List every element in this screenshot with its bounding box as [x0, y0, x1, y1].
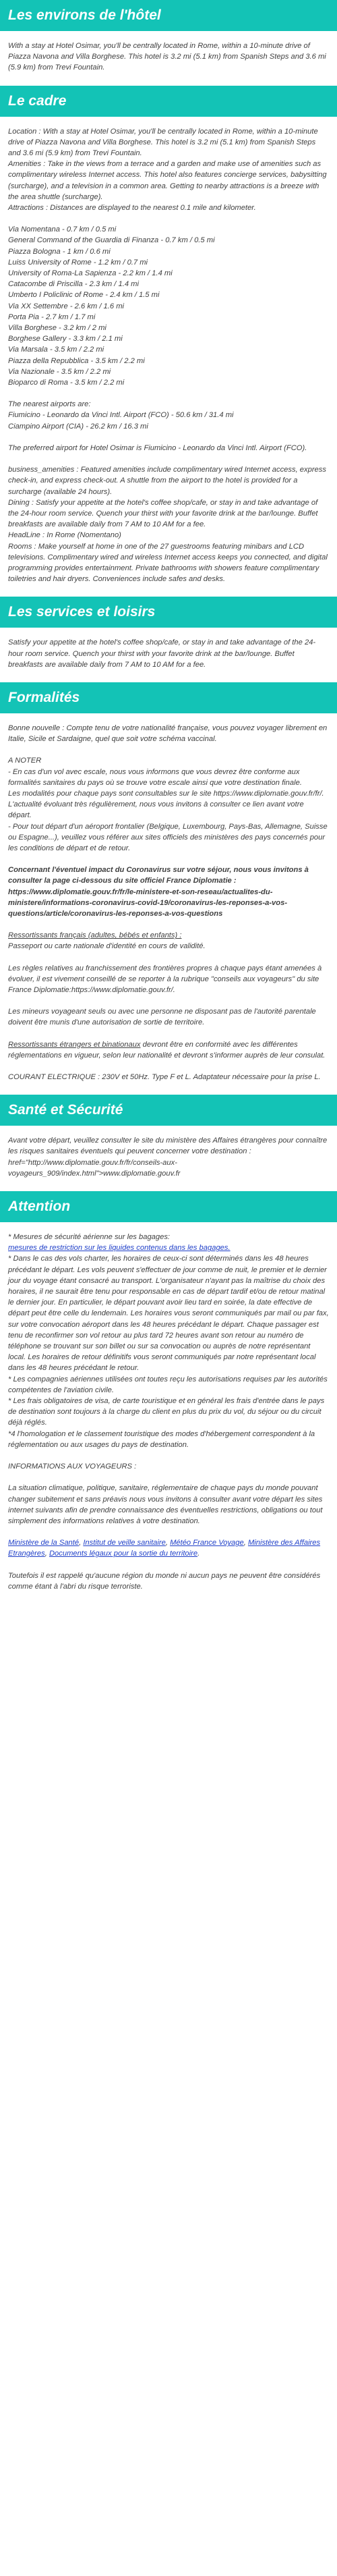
list-item: Catacombe di Priscilla - 2.3 km / 1.4 mi — [8, 280, 139, 289]
services-section — [0, 597, 337, 682]
distance-list — [8, 224, 329, 388]
bullet-airlines: * Les compagnies aériennes utilisées ont toutes reçu les autorisations requises par les autorités compétentes de l'aviation civile. — [8, 1375, 328, 1394]
etrangers-block — [8, 1039, 329, 1061]
environs-section — [0, 0, 337, 86]
dining-text: Dining : Satisfy your appetite at the hotel's coffee shop/cafe, or stay in and take advantage of the 24-hour room service. Quench your thirst with your favorite drink at the bar/lounge. Buffet breakfasts are available daily from 7 AM to 10 AM for a fee. — [8, 498, 318, 529]
list-item: Villa Borghese - 3.2 km / 2 mi — [8, 324, 106, 333]
sante-text: Avant votre départ, veuillez consulter le site du ministère des Affaires étrangères pour connaître les risques sanitaires éventuels qui peuvent concerner votre destination : href="http://www.diplomatie.gouv.fr/fr/conseils-aux-voyageurs_909/index.html">www.diplomatie.gouv.fr — [8, 1136, 328, 1178]
anoter-line: Les modalités pour chaque pays sont consultables sur le site https://www.diplomatie.gouv.fr/fr/. L'actualité évoluant très régulièrement, nous vous invitons à consulter ce lien avant votre départ. — [8, 789, 324, 820]
cadre-intro — [8, 126, 329, 214]
sante-title: Santé et Sécurité — [0, 1095, 337, 1126]
sante-section — [0, 1095, 337, 1191]
cadre-location: Location : With a stay at Hotel Osimar, you'll be centrally located in Rome, within a 10-minute drive of Piazza Navona and Villa Borghese. This hotel is 3.2 mi (5.1 km) from Spanish Steps and 3.6 mi (5.9 km) from Trevi Fountain. — [8, 127, 318, 158]
list-item: Via XX Settembre - 2.6 km / 1.6 mi — [8, 302, 125, 310]
list-item: Bioparco di Roma - 3.5 km / 2.2 mi — [8, 379, 125, 387]
ressortissants-block — [8, 930, 329, 952]
etrangers-label: Ressortissants étrangers et binationaux — [8, 1040, 141, 1049]
list-item: Fiumicino - Leonardo da Vinci Intl. Airport (FCO) - 50.6 km / 31.4 mi — [8, 411, 234, 420]
airports-heading: The nearest airports are: — [8, 400, 91, 409]
closing-text: Toutefois il est rappelé qu'aucune région du monde ni aucun pays ne peuvent être considérés comme étant à l'abri du risque terroriste. — [8, 1571, 321, 1591]
attention-bullets — [8, 1232, 329, 1450]
ressortissants-text: Passeport ou carte nationale d'identité en cours de validité. — [8, 942, 206, 951]
infos-heading: INFORMATIONS AUX VOYAGEURS : — [8, 1462, 137, 1471]
coronavirus-notice: Concernant l'éventuel impact du Coronavirus sur votre séjour, nous vous invitons à consulter la page ci-dessous du site officiel France Diplomatie : https://www.diplomatie.gouv.fr/fr/le-ministere-et-son-reseau/actualites-du-ministere/informations-coronavirus-covid-19/coronavirus-les-reponses-a-vos-questions/article/coronavirus-les-reponses-a-vos-questions — [8, 866, 309, 918]
list-item: Umberto I Policlinic of Rome - 2.4 km / 1.5 mi — [8, 291, 160, 300]
attention-section — [0, 1191, 337, 1604]
link-documents-legaux[interactable]: Documents légaux pour la sortie du territoire — [49, 1550, 198, 1558]
bullet-classification: *4 l'homologation et le classement touristique des modes d'hébergement correspondent à la réglementation ou aux usages du pays de destination. — [8, 1429, 315, 1449]
list-item: Ciampino Airport (CIA) - 26.2 km / 16.3 mi — [8, 422, 148, 431]
list-item: Luiss University of Rome - 1.2 km / 0.7 mi — [8, 258, 148, 267]
anoter-line: - En cas d'un vol avec escale, nous vous informons que vous devrez être conforme aux formalités sanitaires du pays où se trouve votre escale ainsi que votre destination finale. — [8, 767, 302, 787]
link-meteo-france[interactable]: Météo France Voyage — [170, 1539, 244, 1547]
rooms-text: Rooms : Make yourself at home in one of the 27 guestrooms featuring minibars and LCD televisions. Complimentary wired and wireless Internet access keeps you connected, and digital programming provides entertainment. Private bathrooms with showers feature complimentary toiletries and hair dryers. Conveniences include safes and desks. — [8, 542, 328, 584]
formalites-title: Formalités — [0, 682, 337, 713]
list-item: University of Roma-La Sapienza - 2.2 km / 1.4 mi — [8, 269, 173, 278]
cadre-amenities: Amenities : Take in the views from a terrace and a garden and make use of amenities such as complimentary wireless Internet access. This hotel also features concierge services, babysitting (surcharge), and a television in a common area. Getting to nearby attractions is a breeze with the area shuttle (surcharge). — [8, 160, 327, 201]
courant-electrique: COURANT ELECTRIQUE : 230V et 50Hz. Type F et L. Adaptateur nécessaire pour la prise L. — [8, 1073, 321, 1082]
list-item: Porta Pia - 2.7 km / 1.7 mi — [8, 312, 96, 321]
infos-text: La situation climatique, politique, sanitaire, réglementaire de chaque pays du monde pouvant changer subitement et sans préavis nous vous invitons à consulter avant votre départ les sites internet suivants afin de prendre connaissance des éventuelles restrictions, obligations ou tout simplement des informations relatives à votre destination. — [8, 1484, 323, 1525]
list-item: Via Marsala - 3.5 km / 2.2 mi — [8, 346, 104, 354]
airports-list — [8, 399, 329, 432]
list-item: Piazza della Repubblica - 3.5 km / 2.2 mi — [8, 356, 145, 365]
services-text: Satisfy your appetite at the hotel's coffee shop/cafe, or stay in and take advantage of the 24-hour room service. Quench your thirst with your favorite drink at the bar/lounge. Buffet breakfasts are available daily from 7 AM to 10 AM for a fee. — [8, 638, 316, 669]
anoter-heading: A NOTER — [8, 757, 42, 765]
list-item: Via Nomentana - 0.7 km / 0.5 mi — [8, 225, 117, 234]
environs-text: With a stay at Hotel Osimar, you'll be centrally located in Rome, within a 10-minute drive of Piazza Navona and Villa Borghese. This hotel is 3.2 mi (5.1 km) from Spanish Steps and 3.6 mi (5.9 km) from Trevi Fountain. — [8, 42, 326, 72]
bullet-charter: * Dans le cas des vols charter, les horaires de ceux-ci sont déterminés dans les 48 heures précédant le départ. Les vols peuvent s'effectuer de jour comme de nuit, le premier et le dernier jour du voyage étant consacré au transport. L'organisateur n'ayant pas la maîtrise du choix des horaires, il ne saurait être tenu pour responsable en cas de départ tardif et/ou de retour matinal le dernier jour. En particulier, le départ pouvant avoir lieu tard en soirée, la date effective de départ peut être celle du lendemain. Les horaires vous seront communiqués par mail ou par fax, sur votre convocation aéroport dans les 48 heures précédant le départ. Chaque passager est tenu de reconfirmer son vol retour au plus tard 72 heures avant son retour au numéro de téléphone se trouvant sur son billet ou sur sa convocation ou auprès de notre représentant local. Les horaires de retour définitifs vous seront communiqués par notre représentant local dans les 48 heures précédant le retour. — [8, 1255, 329, 1373]
cadre-attractions: Attractions : Distances are displayed to the nearest 0.1 mile and kilometer. — [8, 204, 256, 213]
regles-text: Les règles relatives au franchissement des frontières propres à chaque pays étant amenées à évoluer, il est vivement conseillé de se reporter à la rubrique "conseils aux voyageurs" du site France Diplomatie:https://www.diplomatie.gouv.fr/. — [8, 964, 322, 994]
etrangers-text: devront être en conformité avec les différentes réglementations en vigueur, selon leur nationalité et devront s'informer auprès de leur consulat. — [8, 1040, 326, 1060]
anoter-line: - Pour tout départ d'un aéroport frontalier (Belgique, Luxembourg, Pays-Bas, Allemagne, Suisse ou Espagne...), veuillez vous référer aux sites officiels des ministères des pays concernés pour les conditions de départ et de retour. — [8, 822, 328, 852]
preferred-airport: The preferred airport for Hotel Osimar is Fiumicino - Leonardo da Vinci Intl. Airport (FCO). — [8, 443, 307, 452]
formalites-section — [0, 682, 337, 1095]
list-item: Piazza Bologna - 1 km / 0.6 mi — [8, 247, 111, 256]
list-item: Via Nazionale - 3.5 km / 2.2 mi — [8, 367, 111, 376]
cadre-section — [0, 86, 337, 597]
headline-text: HeadLine : In Rome (Nomentano) — [8, 531, 121, 540]
environs-title: Les environs de l'hôtel — [0, 0, 337, 31]
attention-title: Attention — [0, 1191, 337, 1222]
bullet-baggage: * Mesures de sécurité aérienne sur les bagages: mesures de restriction sur les liquides contenus dans les bagages. — [8, 1233, 231, 1253]
mineurs-text: Les mineurs voyageant seuls ou avec une personne ne disposant pas de l'autorité parentale doivent être munis d'une autorisation de sortie de territoire. — [8, 1008, 316, 1027]
cadre-details — [8, 464, 329, 584]
infos-voyageurs — [8, 1461, 329, 1472]
list-item: Borghese Gallery - 3.3 km / 2.1 mi — [8, 335, 123, 344]
list-item: General Command of the Guardia di Finanza - 0.7 km / 0.5 mi — [8, 236, 215, 245]
services-title: Les services et loisirs — [0, 597, 337, 628]
link-affaires-etrangeres[interactable]: Ministère des Affaires Etrangères — [8, 1539, 321, 1558]
bullet-fees: * Les frais obligatoires de visa, de carte touristique et en général les frais d'entrée dans le pays de destination sont toujours à la charge du client en plus du prix du vol, du séjour ou du circuit déjà réglés. — [8, 1397, 325, 1427]
business-amenities: business_amenities : Featured amenities include complimentary wired Internet access, express check-in, and express check-out. A shuttle from the airport to the hotel is provided for a surcharge (available 24 hours). — [8, 466, 326, 496]
anoter-block — [8, 755, 329, 854]
cadre-title: Le cadre — [0, 86, 337, 117]
official-links: Ministère de la Santé, Institut de veille sanitaire, Météo France Voyage, Ministère des Affaires Etrangères, Documents légaux pour la sortie du territoire. — [8, 1539, 321, 1558]
liquids-restriction-link[interactable]: mesures de restriction sur les liquides contenus dans les bagages. — [8, 1244, 231, 1253]
ressortissants-label: Ressortissants français (adultes, bébés et enfants) : — [8, 931, 182, 940]
good-news-text: Bonne nouvelle : Compte tenu de votre nationalité française, vous pouvez voyager librement en Italie, Sicile et Sardaigne, quel que soit votre schéma vaccinal. — [8, 723, 328, 744]
link-ministere-sante[interactable]: Ministère de la Santé — [8, 1539, 80, 1547]
link-veille-sanitaire[interactable]: Institut de veille sanitaire — [83, 1539, 166, 1547]
